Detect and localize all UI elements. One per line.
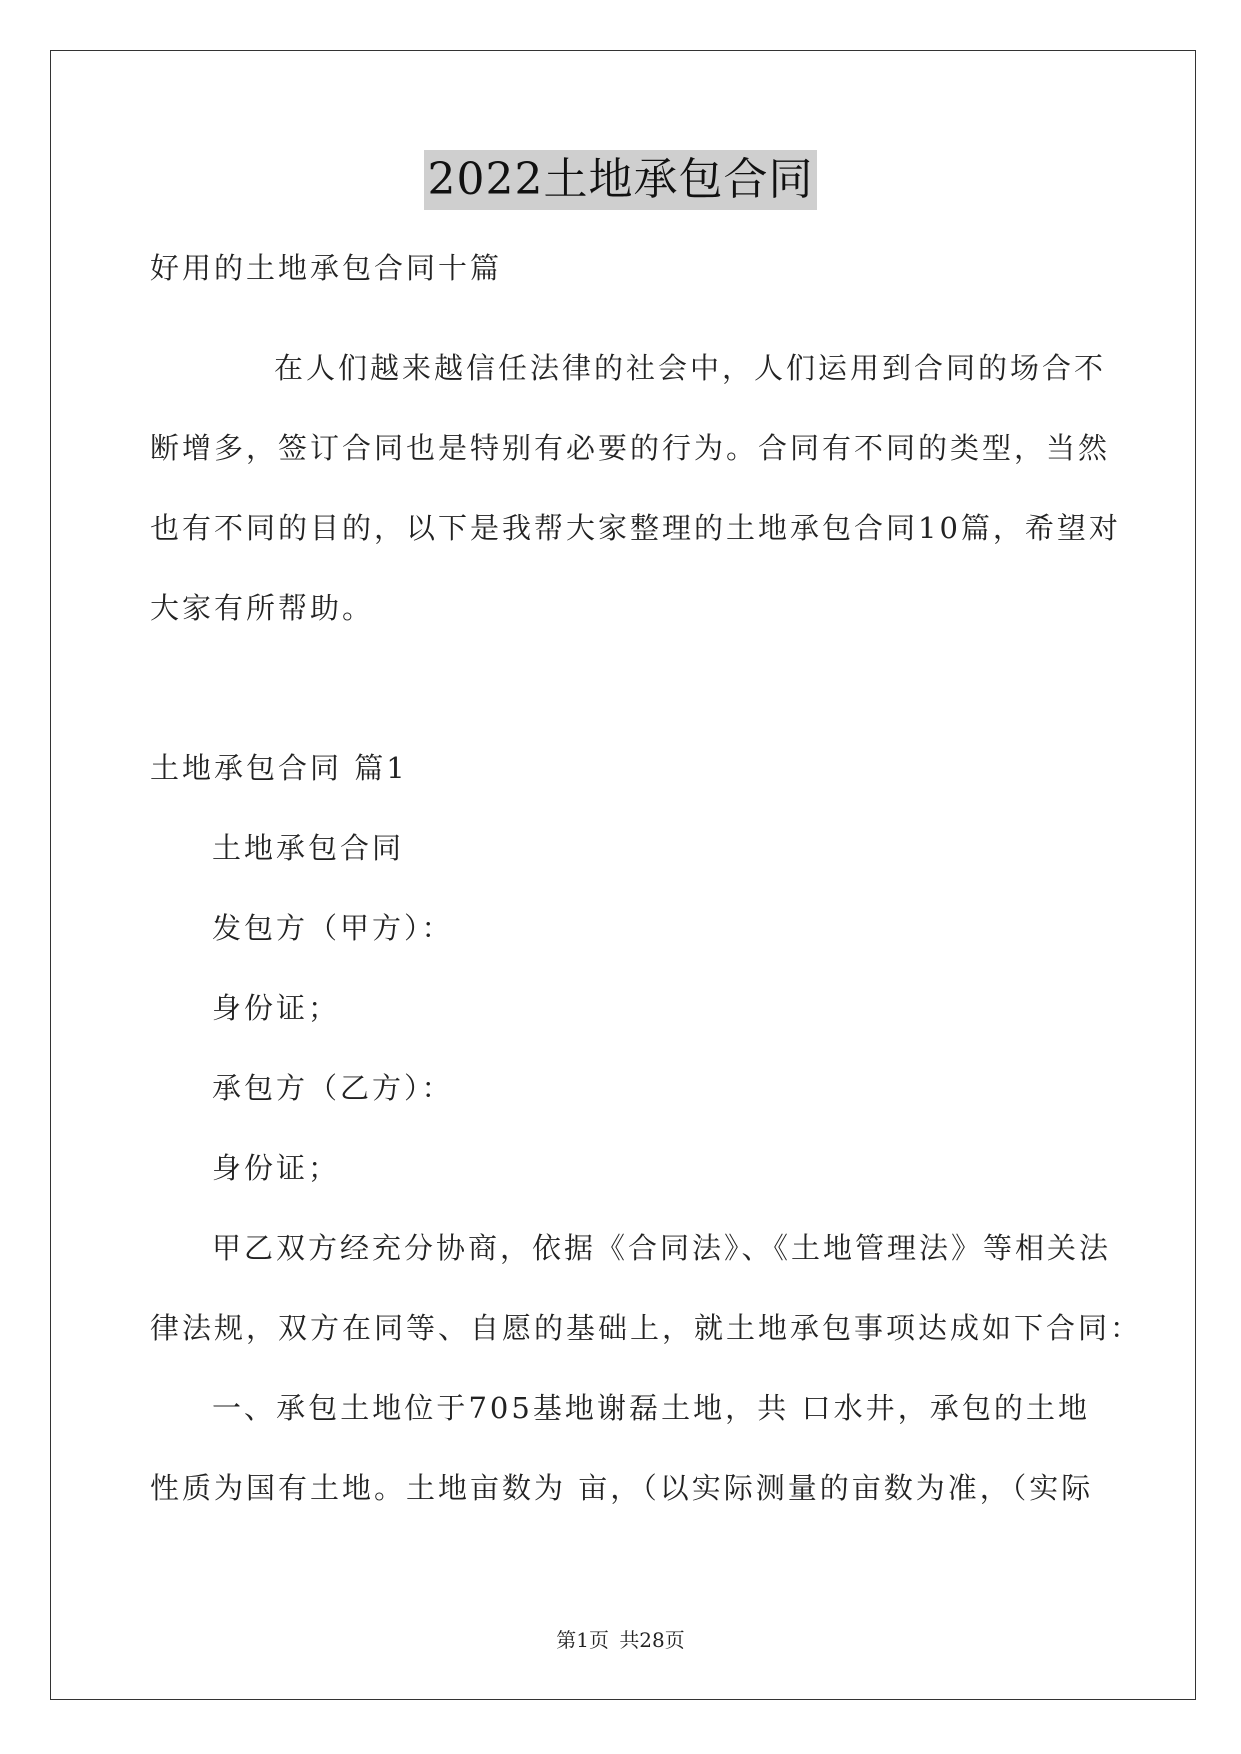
page-number: 第1页 <box>556 1628 609 1652</box>
page-border <box>50 50 1196 1700</box>
section-heading: 土地承包合同 篇1 <box>150 751 408 785</box>
document-subtitle: 好用的土地承包合同十篇 <box>150 251 503 285</box>
total-pages: 共28页 <box>619 1628 685 1652</box>
party-a-label: 发包方（甲方）： <box>212 911 454 945</box>
intro-line-4: 大家有所帮助。 <box>150 591 375 625</box>
title-container <box>0 150 1241 210</box>
intro-line-2: 断增多，签订合同也是特别有必要的行为。合同有不同的类型，当然 <box>150 431 1111 465</box>
document-title: 2022土地承包合同 <box>424 150 818 210</box>
intro-line-3: 也有不同的目的，以下是我帮大家整理的土地承包合同10篇，希望对 <box>150 511 1121 545</box>
body-line-1: 甲乙双方经充分协商，依据《合同法》、《土地管理法》等相关法 <box>212 1231 1112 1265</box>
body-line-3: 一、承包土地位于705基地谢磊土地，共 口水井，承包的土地 <box>212 1391 1090 1425</box>
page-footer <box>0 1627 1241 1653</box>
body-line-2: 律法规，双方在同等、自愿的基础上，就土地承包事项达成如下合同： <box>150 1311 1143 1345</box>
party-a-id-label: 身份证； <box>212 991 341 1025</box>
intro-line-1: 在人们越来越信任法律的社会中，人们运用到合同的场合不 <box>274 351 1107 385</box>
party-b-label: 承包方（乙方）： <box>212 1071 454 1105</box>
contract-title: 土地承包合同 <box>212 831 405 865</box>
party-b-id-label: 身份证； <box>212 1151 341 1185</box>
body-line-4: 性质为国有土地。土地亩数为 亩，（以实际测量的亩数为准，（实际 <box>150 1471 1094 1505</box>
